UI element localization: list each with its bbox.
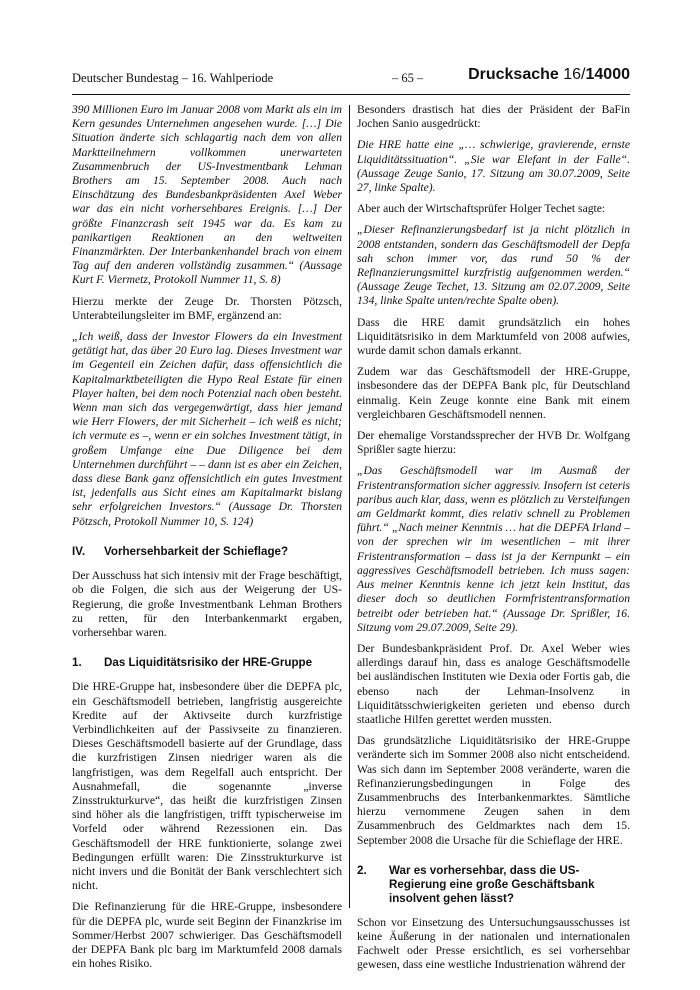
paragraph: Zudem war das Geschäftsmodell der HRE-Gruppe, insbesondere das der DEPFA Bank plc, für Deutschland einmalig. Kein Zeuge konnte eine Bank mit einem vergleichbaren Geschäftsmodell nennen. <box>357 365 630 421</box>
heading-number: 2. <box>357 863 367 877</box>
doc-series: 16/ <box>563 66 586 83</box>
paragraph: Schon vor Einsetzung des Untersuchungsausschusses ist keine Äußerung in der nationalen und internationalen Fachwelt oder Presse ersichtlich, es sei vorhersehbar gewesen, dass eine westliche Industrienation während der <box>357 915 630 972</box>
paragraph: Der Bundesbankpräsident Prof. Dr. Axel Weber wies allerdings darauf hin, dass es analoge Geschäftsmodelle bei ausländischen Instituten wie Dexia oder Fortis gab, die ebenso nach der Lehman-Insolvenz in Liquiditätsschwierigkeiten gerieten und ebenso durch staatliche Hilfen gerettet werden mussten. <box>357 641 630 726</box>
page-header <box>72 64 630 90</box>
heading-text: Das Liquiditätsrisiko der HRE-Gruppe <box>104 656 313 670</box>
right-column <box>357 103 630 980</box>
paragraph: Besonders drastisch hat dies der Präsident der BaFin Jochen Sanio ausgedrückt: <box>357 103 630 131</box>
header-publication: Deutscher Bundestag – 16. Wahlperiode <box>72 71 274 85</box>
heading-number: 1. <box>72 656 82 670</box>
header-rule <box>72 94 630 95</box>
paragraph: Dass die HRE damit grundsätzlich ein hohes Liquiditätsrisiko in dem Marktumfeld von 2008 aufwies, wurde damit schon damals erkannt. <box>357 315 630 358</box>
doc-label: Drucksache <box>468 66 559 83</box>
document-number <box>468 66 630 84</box>
heading-number: IV. <box>72 544 86 558</box>
heading-text: Vorhersehbarkeit der Schieflage? <box>104 544 289 558</box>
column-divider <box>349 105 350 908</box>
paragraph: Die Refinanzierung für die HRE-Gruppe, insbesondere für die DEPFA plc, wurde seit Beginn der Finanzkrise im Sommer/Herbst 2007 schwieriger. Das Geschäftsmodell der DEPFA Bank plc barg im Marktumfeld 2008 damals ein hohes Risiko. <box>72 900 342 971</box>
paragraph: Aber auch der Wirtschaftsprüfer Holger Techet sagte: <box>357 202 606 216</box>
section-heading-iv <box>72 545 342 559</box>
section-heading-2 <box>357 864 630 906</box>
paragraph: Die HRE-Gruppe hat, insbesondere über die DEPFA plc, ein Geschäftsmodell betrieben, langfristig ausgereichte Kredite auf der Aktivseite durch kurzfristige Verbindlichkeiten auf der Passivseite zu finanzieren. Dieses Geschäftsmodell basierte auf der Grundlage, dass die kurzfristigen Zinsen niedriger waren als die langfristigen, was dem Regelfall auch entspricht. Der Ausnahmefall, die sogenannte „inverse Zinsstrukturkurve“, das heißt die kurzfristigen Zinsen sind höher als die langfristigen, trifft typischerweise im Vorfeld oder während Rezessionen ein. Das Geschäftsmodell der HRE funktionierte, solange zwei Bedingungen erfüllt waren: Die Zinsstrukturkurve ist nicht invers und die Bonität der Bank verschlechtert sich nicht. <box>72 680 342 893</box>
section-heading-1 <box>72 656 342 670</box>
heading-text: War es vorhersehbar, dass die US-Regierung eine große Geschäftsbank insolvent gehen lässt? <box>389 863 595 905</box>
quote-techet: „Dieser Refinanzierungsbedarf ist ja nicht plötzlich in 2008 entstanden, sondern das Geschäftsmodell der Depfa sah schon immer vor, das rund 50 % der Refinanzierungsmittel kurzfristig aufgenommen werden.“ (Aussage Zeuge Techet, 13. Sitzung am 02.07.2009, Seite 134, linke Spalte unten/rechte Spalte oben). <box>357 223 630 308</box>
paragraph: Der Ausschuss hat sich intensiv mit der Frage beschäftigt, ob die Folgen, die sich aus der Weigerung der US-Regierung, die große Investmentbank Lehman Brothers zu retten, für den Interbankenmarkt ergaben, vorhersehbar waren. <box>72 569 342 639</box>
doc-number: 14000 <box>585 66 630 83</box>
paragraph: Der ehemalige Vorstandssprecher der HVB Dr. Wolfgang Sprißler sagte hierzu: <box>357 429 630 457</box>
quote-viermetz-end: 390 Millionen Euro im Januar 2008 vom Markt als ein im Kern gesundes Unternehmen angesehen wurde. […] Die Situation änderte sich schlagartig nach dem von allen Marktteilnehmern vollkommen unerwarteten Zusammenbruch der US-Investmentbank Lehman Brothers am 15. September 2008. Auch nach Einschätzung des Bundesbankpräsidenten Axel Weber war das ein nicht vorhersehbares Ereignis. […] Der größte Finanzcrash seit 1945 war da. Es kam zu panikartigen Reaktionen an den weltweiten Finanzmärkten. Der Interbankenhandel brach von einem Tag auf den anderen vollständig zusammen.“ (Aussage Kurt F. Viermetz, Protokoll Nummer 11, S. 8) <box>72 103 342 287</box>
left-column <box>72 103 342 978</box>
quote-sanio: Die HRE hatte eine „… schwierige, gravierende, ernste Liquiditätssituation“. „Sie war Elefant in der Falle“. (Aussage Zeuge Sanio, 17. Sitzung am 30.07.2009, Seite 27, linke Spalte). <box>357 138 630 195</box>
quote-sprissler: „Das Geschäftsmodell war im Ausmaß der Fristentransformation sicher aggressiv. Insofern ist ceteris paribus auch klar, dass, wenn es plötzlich zu Versteifungen am Geldmarkt kommt, dies relativ schnell zu Problemen führt.“ „Nach meiner Kenntnis … hat die DEPFA Irland – von der sprechen wir im wesentlichen – mit ihrer Fristentransformation – dass ist ja der Kernpunkt – ein aggressives Geschäftsmodell betrieben. Ich muss sagen: Aus meiner Kenntnis kenne ich jetzt kein Institut, das dieser doch so deutlichen Formfristentransformation betreibt oder betrieben hat.“ (Aussage Dr. Sprißler, 16. Sitzung vom 29.07.2009, Seite 29). <box>357 464 630 634</box>
page-number: – 65 – <box>392 71 424 85</box>
paragraph: Das grundsätzliche Liquiditätsrisiko der HRE-Gruppe veränderte sich im Sommer 2008 also nicht entscheidend. Was sich dann im September 2008 veränderte, waren die Refinanzierungsbedingungen in Folge des Zusammenbruchs des Interbankenmarktes. Sämtliche hierzu vernommene Zeugen sahen in dem Zusammenbruch des Geldmarktes nach dem 15. September 2008 die Ursache für die Schieflage der HRE. <box>357 734 630 847</box>
paragraph: Hierzu merkte der Zeuge Dr. Thorsten Pötzsch, Unterabteilungsleiter im BMF, ergänzend an: <box>72 294 342 322</box>
quote-poetzsch: „Ich weiß, dass der Investor Flowers da ein Investment getätigt hat, das über 20 Euro lag. Dieses Investment war im Gegenteil ein Zeichen dafür, dass offensichtlich die Kapitalmarktbeteiligten die Hypo Real Estate für einen Player halten, bei dem noch Potenzial nach oben besteht. Wenn man sich das vergegenwärtigt, dass hier jemand wie Herr Flowers, der mit Sicherheit – ich weiß es nicht; ich vermute es –, wenn er ein solches Investment tätigt, in großem Umfange eine Due Diligence bei dem Unternehmen durchführt – – dann ist es aber ein Zeichen, dass diese Bank ganz offensichtlich ein gutes Investment ist, jedenfalls aus Sicht eines am Kapitalmarkt bislang sehr erfolgreichen Investors.“ (Aussage Dr. Thorsten Pötzsch, Protokoll Nummer 10, S. 124) <box>72 330 342 528</box>
